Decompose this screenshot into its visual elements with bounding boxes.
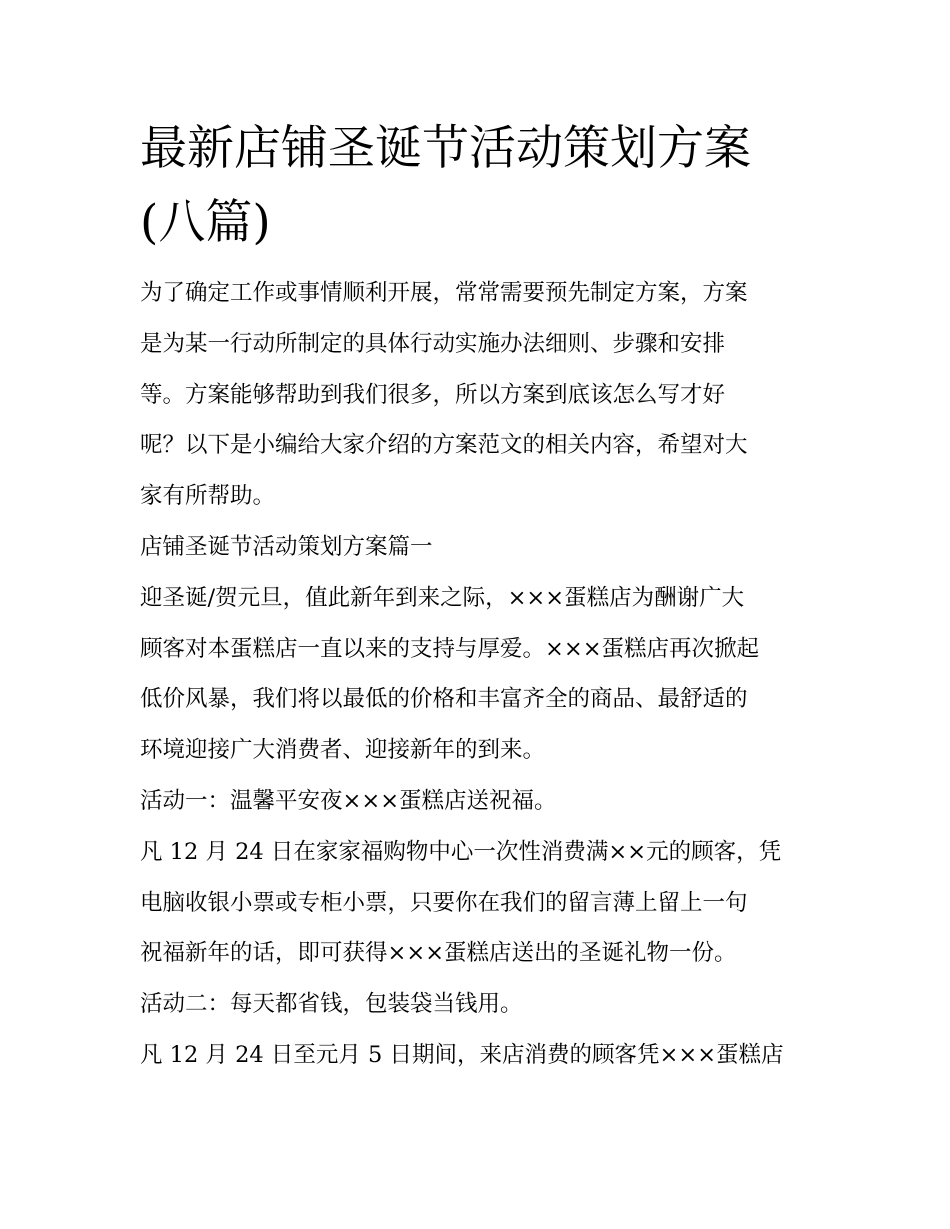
text-line: 家有所帮助。 (140, 483, 276, 510)
text-line: 顾客对本蛋糕店一直以来的支持与厚爱。×××蛋糕店再次掀起 (140, 635, 760, 662)
text-line: 电脑收银小票或专柜小票，只要你在我们的留言薄上留上一句 (140, 889, 748, 916)
text-line: 低价风暴，我们将以最低的价格和丰富齐全的商品、最舒适的 (140, 686, 748, 713)
text-line: 凡 12 月 24 日至元月 5 日期间，来店消费的顾客凭×××蛋糕店 (140, 1041, 784, 1068)
body-paragraph (140, 827, 820, 979)
document-content (140, 112, 820, 1081)
activity-heading (140, 979, 820, 1030)
text-line: 迎圣诞/贺元旦，值此新年到来之际，×××蛋糕店为酬谢广大 (140, 584, 745, 611)
text-line: 店铺圣诞节活动策划方案篇一 (140, 533, 433, 560)
intro-paragraph (140, 268, 820, 522)
text-line: 等。方案能够帮助到我们很多，所以方案到底该怎么写才好 (140, 381, 726, 408)
title-line: 最新店铺圣诞节活动策划方案 (140, 121, 751, 176)
text-line: 祝福新年的话，即可获得×××蛋糕店送出的圣诞礼物一份。 (140, 940, 737, 967)
document-title (140, 112, 800, 260)
body-paragraph (140, 1030, 820, 1081)
section-heading (140, 522, 820, 573)
body-paragraph (140, 573, 820, 776)
text-line: 凡 12 月 24 日在家家福购物中心一次性消费满××元的顾客，凭 (140, 838, 782, 865)
text-line: 活动一：温馨平安夜×××蛋糕店送祝福。 (140, 787, 557, 814)
text-line: 活动二：每天都省钱，包装袋当钱用。 (140, 991, 523, 1018)
text-line: 环境迎接广大消费者、迎接新年的到来。 (140, 737, 546, 764)
document-body (140, 268, 820, 1081)
text-line: 呢？以下是小编给大家介绍的方案范文的相关内容，希望对大 (140, 432, 748, 459)
title-line: (八篇) (140, 195, 271, 250)
activity-heading (140, 776, 820, 827)
text-line: 为了确定工作或事情顺利开展，常常需要预先制定方案，方案 (140, 280, 748, 306)
text-line: 是为某一行动所制定的具体行动实施办法细则、步骤和安排 (140, 330, 726, 357)
